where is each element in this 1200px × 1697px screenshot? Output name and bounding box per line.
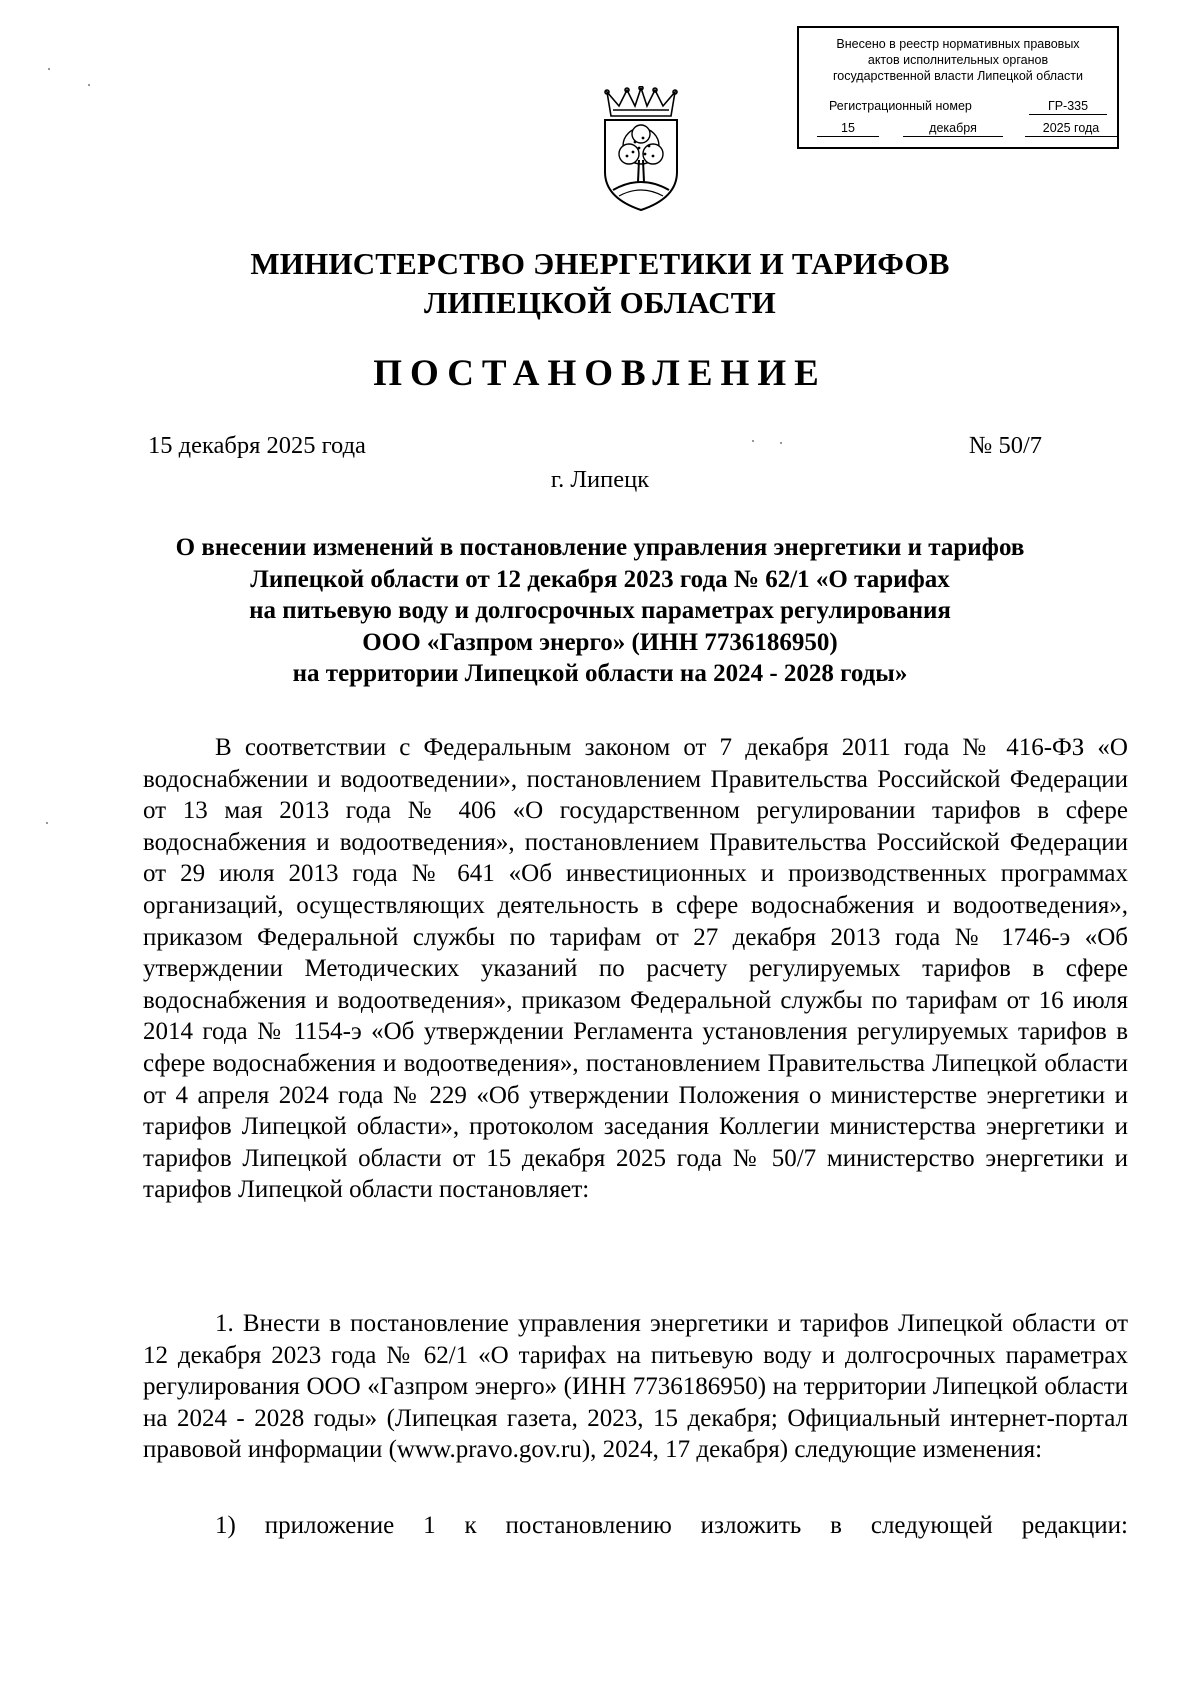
stamp-date [817,120,1113,138]
ministry-line: ЛИПЕЦКОЙ ОБЛАСТИ [424,285,776,320]
stamp-month: декабря [903,120,1003,137]
document-title [0,532,1200,690]
stamp-year: 2025 года [1025,120,1117,137]
title-line: Липецкой области от 12 декабря 2023 года № 62/1 «О тарифах [250,565,950,593]
coat-of-arms-icon [597,86,685,214]
stamp-line: актов исполнительных органов [867,53,1049,67]
document-type: ПОСТАНОВЛЕНИЕ [373,353,827,394]
title-line: ООО «Газпром энерго» (ИНН 7736186950) [362,628,838,656]
scan-speck [780,442,782,444]
subitem-1-paragraph: 1) приложение 1 к постановлению изложить в следующей редакции: [215,1512,1128,1539]
title-line: на территории Липецкой области на 2024 - 2028 годы» [292,660,908,687]
stamp-reg-number: ГР-335 [1029,98,1107,115]
document-date: 15 декабря 2025 года [148,432,366,459]
stamp-day: 15 [817,120,879,137]
document-number: № 50/7 [968,432,1042,459]
preamble-paragraph: В соответствии с Федеральным законом от 7 декабря 2011 года № 416-ФЗ «О водоснабжении и водоотведении», постановлением Правительства Российской Федерации от 13 мая 2013 года № 406 «О государственном регулировании тарифов в сфере водоснабжения и водоотведения», постановлением Правительства Российской Федерации от 29 июля 2013 года № 641 «Об инвестиционных и производственных программах организаций, осуществляющих деятельность в сфере водоснабжения и водоотведения», приказом Федеральной службы по тарифам от 27 декабря 2013 года № 1746-э «Об утверждении Методических указаний по расчету регулируемых тарифов в сфере водоснабжения и водоотведения», приказом Федеральной службы по тарифам от 16 июля 2014 года № 1154-э «Об утверждении Регламента установления регулируемых тарифов в сфере водоснабжения и водоотведения», постановлением Правительства Липецкой области от 4 апреля 2024 года № 229 «Об утверждении Положения о министерстве энергетики и тарифов Липецкой области», протоколом заседания Коллегии министерства энергетики и тарифов Липецкой области от 15 декабря 2025 года № 50/7 министерство энергетики и тарифов Липецкой области постановляет: [143,734,1128,1204]
scan-speck [48,68,50,70]
document-city: г. Липецк [550,466,650,493]
stamp-line: государственной власти Липецкой области [832,69,1084,83]
title-line: О внесении изменений в постановление управления энергетики и тарифов [175,534,1025,561]
title-line: на питьевую воду и долгосрочных параметрах регулирования [249,597,951,624]
scan-speck [752,440,754,442]
ministry-name [0,244,1200,322]
stamp-registration [817,98,1107,116]
ministry-line: МИНИСТЕРСТВО ЭНЕРГЕТИКИ И ТАРИФОВ [250,246,950,281]
scan-speck [46,822,48,824]
stamp-reg-label: Регистрационный номер [829,99,972,113]
registry-stamp [797,26,1119,149]
stamp-line: Внесено в реестр нормативных правовых [836,37,1080,51]
item-1-paragraph: 1. Внести в постановление управления энергетики и тарифов Липецкой области от 12 декабря 2023 года № 62/1 «О тарифах на питьевую воду и долгосрочных параметрах регулирования ООО «Газпром энерго» (ИНН 7736186950) на территории Липецкой области на 2024 - 2028 годы» (Липецкая газета, 2023, 15 декабря; Официальный интернет-портал правовой информации (www.pravo.gov.ru), 2024, 17 декабря) следующие изменения: [143,1310,1128,1464]
scan-speck [88,84,90,86]
